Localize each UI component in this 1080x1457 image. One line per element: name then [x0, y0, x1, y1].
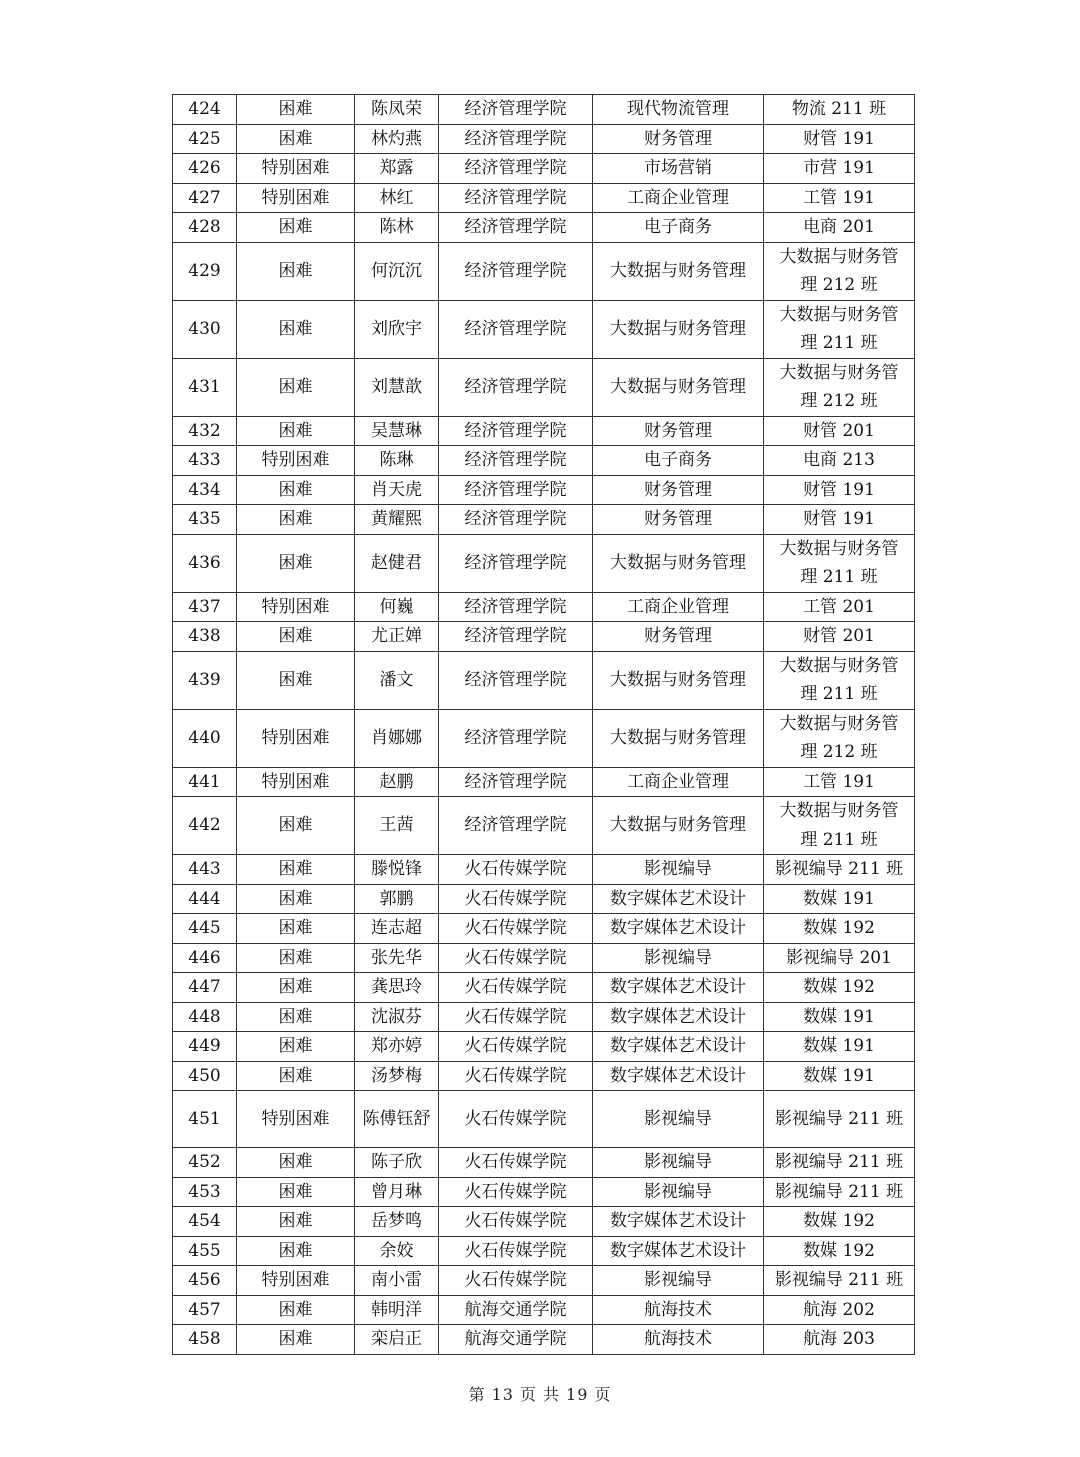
- major-cell: 工商企业管理: [593, 183, 764, 213]
- difficulty-level-cell: 困难: [237, 1177, 355, 1207]
- difficulty-level-cell: 特别困难: [237, 183, 355, 213]
- class-cell: 财管 201: [764, 622, 915, 652]
- table-row: [173, 124, 915, 154]
- table-row: [173, 914, 915, 944]
- major-cell: 大数据与财务管理: [593, 534, 764, 592]
- difficulty-level-cell: 困难: [237, 300, 355, 358]
- serial-no-cell: 454: [173, 1207, 237, 1237]
- table-row: [173, 797, 915, 855]
- class-cell: 财管 201: [764, 416, 915, 446]
- table-row: [173, 622, 915, 652]
- difficulty-level-cell: 困难: [237, 124, 355, 154]
- student-name-cell: 郑亦婷: [355, 1032, 439, 1062]
- major-cell: 影视编导: [593, 1091, 764, 1148]
- class-cell: 影视编导 211 班: [764, 1148, 915, 1178]
- major-cell: 财务管理: [593, 416, 764, 446]
- page-footer: [0, 1382, 1080, 1405]
- serial-no-cell: 435: [173, 505, 237, 535]
- major-cell: 航海技术: [593, 1295, 764, 1325]
- college-cell: 火石传媒学院: [439, 1148, 593, 1178]
- serial-no-cell: 449: [173, 1032, 237, 1062]
- table-row: [173, 592, 915, 622]
- student-name-cell: 陈凤荣: [355, 95, 439, 125]
- college-cell: 火石传媒学院: [439, 1207, 593, 1237]
- college-cell: 火石传媒学院: [439, 973, 593, 1003]
- difficulty-level-cell: 特别困难: [237, 592, 355, 622]
- college-cell: 经济管理学院: [439, 95, 593, 125]
- college-cell: 经济管理学院: [439, 416, 593, 446]
- college-cell: 经济管理学院: [439, 242, 593, 300]
- table-row: [173, 446, 915, 476]
- class-cell: 影视编导 201: [764, 943, 915, 973]
- difficulty-level-cell: 困难: [237, 534, 355, 592]
- difficulty-level-cell: 困难: [237, 622, 355, 652]
- difficulty-level-cell: 特别困难: [237, 154, 355, 184]
- table-row: [173, 1295, 915, 1325]
- serial-no-cell: 452: [173, 1148, 237, 1178]
- college-cell: 航海交通学院: [439, 1325, 593, 1355]
- table-row: [173, 1002, 915, 1032]
- student-name-cell: 肖天虎: [355, 475, 439, 505]
- major-cell: 数字媒体艺术设计: [593, 1207, 764, 1237]
- college-cell: 火石传媒学院: [439, 855, 593, 885]
- college-cell: 经济管理学院: [439, 300, 593, 358]
- serial-no-cell: 450: [173, 1061, 237, 1091]
- table-row: [173, 767, 915, 797]
- college-cell: 经济管理学院: [439, 124, 593, 154]
- table-row: [173, 1091, 915, 1148]
- footer-label-pages: 页: [594, 1385, 612, 1404]
- table-row: [173, 884, 915, 914]
- difficulty-level-cell: 困难: [237, 1325, 355, 1355]
- college-cell: 经济管理学院: [439, 592, 593, 622]
- class-cell: 影视编导 211 班: [764, 1091, 915, 1148]
- class-cell: 电商 201: [764, 213, 915, 243]
- student-name-cell: 龚思玲: [355, 973, 439, 1003]
- class-cell: 数媒 191: [764, 884, 915, 914]
- class-cell: 财管 191: [764, 505, 915, 535]
- difficulty-level-cell: 困难: [237, 475, 355, 505]
- student-name-cell: 尤正婵: [355, 622, 439, 652]
- major-cell: 工商企业管理: [593, 767, 764, 797]
- student-table: [172, 94, 915, 1355]
- table-row: [173, 1032, 915, 1062]
- class-cell: 影视编导 211 班: [764, 1177, 915, 1207]
- student-name-cell: 陈琳: [355, 446, 439, 476]
- table-row: [173, 1207, 915, 1237]
- student-name-cell: 何巍: [355, 592, 439, 622]
- difficulty-level-cell: 困难: [237, 1032, 355, 1062]
- class-cell: 大数据与财务管理 211 班: [764, 651, 915, 709]
- serial-no-cell: 434: [173, 475, 237, 505]
- student-name-cell: 栾启正: [355, 1325, 439, 1355]
- major-cell: 数字媒体艺术设计: [593, 1002, 764, 1032]
- class-cell: 大数据与财务管理 211 班: [764, 300, 915, 358]
- major-cell: 影视编导: [593, 1148, 764, 1178]
- difficulty-level-cell: 困难: [237, 95, 355, 125]
- student-name-cell: 郭鹏: [355, 884, 439, 914]
- student-name-cell: 王茜: [355, 797, 439, 855]
- major-cell: 大数据与财务管理: [593, 709, 764, 767]
- serial-no-cell: 458: [173, 1325, 237, 1355]
- student-name-cell: 林红: [355, 183, 439, 213]
- major-cell: 数字媒体艺术设计: [593, 914, 764, 944]
- table-row: [173, 242, 915, 300]
- class-cell: 市营 191: [764, 154, 915, 184]
- serial-no-cell: 457: [173, 1295, 237, 1325]
- difficulty-level-cell: 困难: [237, 1236, 355, 1266]
- difficulty-level-cell: 特别困难: [237, 767, 355, 797]
- difficulty-level-cell: 特别困难: [237, 709, 355, 767]
- serial-no-cell: 432: [173, 416, 237, 446]
- major-cell: 大数据与财务管理: [593, 242, 764, 300]
- major-cell: 数字媒体艺术设计: [593, 1061, 764, 1091]
- class-cell: 财管 191: [764, 475, 915, 505]
- table-body: [173, 95, 915, 1355]
- major-cell: 数字媒体艺术设计: [593, 884, 764, 914]
- college-cell: 火石传媒学院: [439, 1236, 593, 1266]
- serial-no-cell: 446: [173, 943, 237, 973]
- serial-no-cell: 429: [173, 242, 237, 300]
- college-cell: 火石传媒学院: [439, 1032, 593, 1062]
- student-name-cell: 岳梦鸣: [355, 1207, 439, 1237]
- serial-no-cell: 437: [173, 592, 237, 622]
- serial-no-cell: 428: [173, 213, 237, 243]
- footer-label-page: 第: [468, 1385, 486, 1404]
- serial-no-cell: 455: [173, 1236, 237, 1266]
- student-name-cell: 赵鹏: [355, 767, 439, 797]
- college-cell: 火石传媒学院: [439, 914, 593, 944]
- difficulty-level-cell: 困难: [237, 1002, 355, 1032]
- major-cell: 市场营销: [593, 154, 764, 184]
- serial-no-cell: 442: [173, 797, 237, 855]
- difficulty-level-cell: 困难: [237, 358, 355, 416]
- class-cell: 工管 191: [764, 767, 915, 797]
- class-cell: 数媒 192: [764, 1207, 915, 1237]
- class-cell: 航海 203: [764, 1325, 915, 1355]
- serial-no-cell: 441: [173, 767, 237, 797]
- serial-no-cell: 427: [173, 183, 237, 213]
- student-name-cell: 陈林: [355, 213, 439, 243]
- student-name-cell: 连志超: [355, 914, 439, 944]
- serial-no-cell: 425: [173, 124, 237, 154]
- table-row: [173, 505, 915, 535]
- major-cell: 数字媒体艺术设计: [593, 973, 764, 1003]
- college-cell: 火石传媒学院: [439, 1177, 593, 1207]
- table-row: [173, 855, 915, 885]
- table-row: [173, 1061, 915, 1091]
- major-cell: 工商企业管理: [593, 592, 764, 622]
- class-cell: 数媒 192: [764, 973, 915, 1003]
- college-cell: 经济管理学院: [439, 475, 593, 505]
- major-cell: 数字媒体艺术设计: [593, 1032, 764, 1062]
- table-row: [173, 475, 915, 505]
- difficulty-level-cell: 困难: [237, 884, 355, 914]
- table-row: [173, 534, 915, 592]
- serial-no-cell: 424: [173, 95, 237, 125]
- difficulty-level-cell: 困难: [237, 1148, 355, 1178]
- college-cell: 经济管理学院: [439, 183, 593, 213]
- major-cell: 财务管理: [593, 622, 764, 652]
- college-cell: 经济管理学院: [439, 534, 593, 592]
- table-row: [173, 651, 915, 709]
- difficulty-level-cell: 困难: [237, 914, 355, 944]
- difficulty-level-cell: 困难: [237, 651, 355, 709]
- class-cell: 财管 191: [764, 124, 915, 154]
- serial-no-cell: 444: [173, 884, 237, 914]
- class-cell: 数媒 192: [764, 1236, 915, 1266]
- table-row: [173, 709, 915, 767]
- major-cell: 电子商务: [593, 213, 764, 243]
- college-cell: 火石传媒学院: [439, 1061, 593, 1091]
- table-row: [173, 213, 915, 243]
- difficulty-level-cell: 特别困难: [237, 446, 355, 476]
- class-cell: 大数据与财务管理 212 班: [764, 709, 915, 767]
- serial-no-cell: 453: [173, 1177, 237, 1207]
- class-cell: 数媒 191: [764, 1061, 915, 1091]
- class-cell: 数媒 191: [764, 1002, 915, 1032]
- serial-no-cell: 431: [173, 358, 237, 416]
- class-cell: 数媒 192: [764, 914, 915, 944]
- footer-current-page: 13: [491, 1385, 514, 1404]
- college-cell: 火石传媒学院: [439, 943, 593, 973]
- difficulty-level-cell: 困难: [237, 1061, 355, 1091]
- class-cell: 数媒 191: [764, 1032, 915, 1062]
- class-cell: 大数据与财务管理 211 班: [764, 797, 915, 855]
- class-cell: 影视编导 211 班: [764, 1266, 915, 1296]
- college-cell: 航海交通学院: [439, 1295, 593, 1325]
- table-row: [173, 1266, 915, 1296]
- difficulty-level-cell: 困难: [237, 797, 355, 855]
- college-cell: 火石传媒学院: [439, 1091, 593, 1148]
- class-cell: 大数据与财务管理 212 班: [764, 242, 915, 300]
- serial-no-cell: 438: [173, 622, 237, 652]
- class-cell: 影视编导 211 班: [764, 855, 915, 885]
- major-cell: 大数据与财务管理: [593, 300, 764, 358]
- major-cell: 影视编导: [593, 1177, 764, 1207]
- student-name-cell: 曾月琳: [355, 1177, 439, 1207]
- serial-no-cell: 426: [173, 154, 237, 184]
- major-cell: 现代物流管理: [593, 95, 764, 125]
- difficulty-level-cell: 困难: [237, 242, 355, 300]
- student-name-cell: 陈子欣: [355, 1148, 439, 1178]
- college-cell: 经济管理学院: [439, 709, 593, 767]
- table-row: [173, 183, 915, 213]
- college-cell: 经济管理学院: [439, 767, 593, 797]
- table-row: [173, 1148, 915, 1178]
- student-name-cell: 肖娜娜: [355, 709, 439, 767]
- serial-no-cell: 451: [173, 1091, 237, 1148]
- college-cell: 经济管理学院: [439, 622, 593, 652]
- major-cell: 电子商务: [593, 446, 764, 476]
- serial-no-cell: 447: [173, 973, 237, 1003]
- college-cell: 火石传媒学院: [439, 1002, 593, 1032]
- major-cell: 大数据与财务管理: [593, 358, 764, 416]
- difficulty-level-cell: 困难: [237, 1295, 355, 1325]
- difficulty-level-cell: 困难: [237, 1207, 355, 1237]
- table-row: [173, 358, 915, 416]
- college-cell: 经济管理学院: [439, 446, 593, 476]
- student-name-cell: 余姣: [355, 1236, 439, 1266]
- table-row: [173, 300, 915, 358]
- student-name-cell: 刘慧歆: [355, 358, 439, 416]
- student-name-cell: 吴慧琳: [355, 416, 439, 446]
- table-row: [173, 943, 915, 973]
- student-name-cell: 林灼燕: [355, 124, 439, 154]
- serial-no-cell: 439: [173, 651, 237, 709]
- serial-no-cell: 436: [173, 534, 237, 592]
- difficulty-level-cell: 困难: [237, 213, 355, 243]
- serial-no-cell: 430: [173, 300, 237, 358]
- major-cell: 影视编导: [593, 1266, 764, 1296]
- difficulty-level-cell: 困难: [237, 973, 355, 1003]
- serial-no-cell: 443: [173, 855, 237, 885]
- class-cell: 工管 191: [764, 183, 915, 213]
- footer-total-pages: 19: [566, 1385, 589, 1404]
- major-cell: 航海技术: [593, 1325, 764, 1355]
- student-name-cell: 汤梦梅: [355, 1061, 439, 1091]
- table-row: [173, 1236, 915, 1266]
- serial-no-cell: 445: [173, 914, 237, 944]
- difficulty-level-cell: 困难: [237, 416, 355, 446]
- major-cell: 影视编导: [593, 943, 764, 973]
- major-cell: 大数据与财务管理: [593, 651, 764, 709]
- difficulty-level-cell: 困难: [237, 505, 355, 535]
- college-cell: 经济管理学院: [439, 651, 593, 709]
- student-name-cell: 赵健君: [355, 534, 439, 592]
- college-cell: 经济管理学院: [439, 154, 593, 184]
- class-cell: 大数据与财务管理 212 班: [764, 358, 915, 416]
- serial-no-cell: 456: [173, 1266, 237, 1296]
- difficulty-level-cell: 特别困难: [237, 1091, 355, 1148]
- serial-no-cell: 448: [173, 1002, 237, 1032]
- student-name-cell: 何沉沉: [355, 242, 439, 300]
- class-cell: 电商 213: [764, 446, 915, 476]
- class-cell: 航海 202: [764, 1295, 915, 1325]
- class-cell: 工管 201: [764, 592, 915, 622]
- class-cell: 物流 211 班: [764, 95, 915, 125]
- difficulty-level-cell: 困难: [237, 855, 355, 885]
- major-cell: 财务管理: [593, 505, 764, 535]
- major-cell: 影视编导: [593, 855, 764, 885]
- table-row: [173, 1325, 915, 1355]
- major-cell: 数字媒体艺术设计: [593, 1236, 764, 1266]
- footer-label-of: 页 共: [519, 1385, 561, 1404]
- college-cell: 经济管理学院: [439, 505, 593, 535]
- college-cell: 火石传媒学院: [439, 1266, 593, 1296]
- student-name-cell: 陈傅钰舒: [355, 1091, 439, 1148]
- difficulty-level-cell: 困难: [237, 943, 355, 973]
- college-cell: 火石传媒学院: [439, 884, 593, 914]
- table-row: [173, 1177, 915, 1207]
- class-cell: 大数据与财务管理 211 班: [764, 534, 915, 592]
- serial-no-cell: 440: [173, 709, 237, 767]
- college-cell: 经济管理学院: [439, 213, 593, 243]
- student-name-cell: 潘文: [355, 651, 439, 709]
- table-row: [173, 416, 915, 446]
- student-name-cell: 黄耀熙: [355, 505, 439, 535]
- table-row: [173, 95, 915, 125]
- student-name-cell: 滕悦锋: [355, 855, 439, 885]
- major-cell: 财务管理: [593, 475, 764, 505]
- student-name-cell: 张先华: [355, 943, 439, 973]
- major-cell: 财务管理: [593, 124, 764, 154]
- difficulty-level-cell: 特别困难: [237, 1266, 355, 1296]
- student-name-cell: 南小雷: [355, 1266, 439, 1296]
- serial-no-cell: 433: [173, 446, 237, 476]
- student-name-cell: 韩明洋: [355, 1295, 439, 1325]
- table-row: [173, 154, 915, 184]
- student-name-cell: 刘欣宇: [355, 300, 439, 358]
- college-cell: 经济管理学院: [439, 358, 593, 416]
- student-name-cell: 郑露: [355, 154, 439, 184]
- college-cell: 经济管理学院: [439, 797, 593, 855]
- table-row: [173, 973, 915, 1003]
- major-cell: 大数据与财务管理: [593, 797, 764, 855]
- student-name-cell: 沈淑芬: [355, 1002, 439, 1032]
